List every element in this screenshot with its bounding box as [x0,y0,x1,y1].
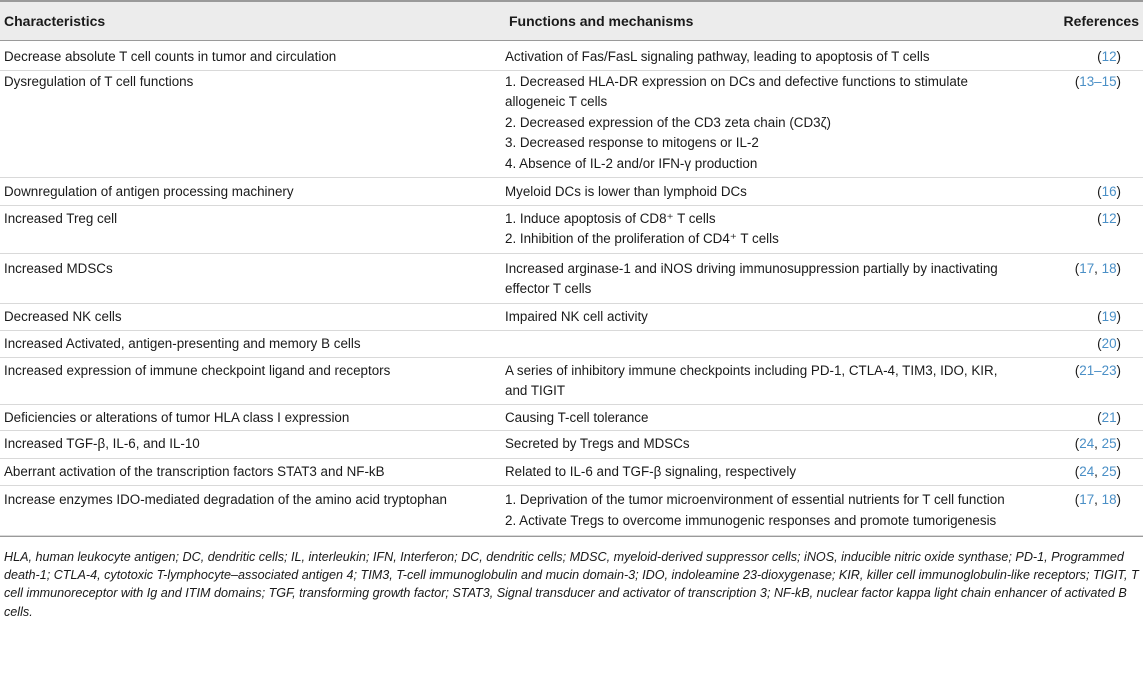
function-item: Myeloid DCs is lower than lymphoid DCs [505,184,747,199]
cell-references: (13–15) [1074,73,1121,89]
function-item: 4. Absence of IL-2 and/or IFN-γ production [505,155,758,171]
cell-characteristic: Increased Treg cell [4,210,118,226]
reference-link[interactable]: 16 [1101,184,1117,199]
cell-references: (21–23) [1074,362,1121,378]
function-item: Causing T-cell tolerance [505,409,649,425]
cell-functions [505,434,1023,455]
cell-functions [505,408,1023,429]
function-item: A series of inhibitory immune checkpoints including PD-1, CTLA-4, TIM3, IDO, KIR, and TIGIT [505,362,998,398]
reference-link[interactable]: 17 [1079,260,1095,276]
reference-link[interactable]: 19 [1101,308,1117,324]
cell-references: (24, 25) [1074,436,1121,451]
function-item: 3. Decreased response to mitogens or IL-2 [505,135,759,150]
cell-characteristic: Increased Activated, antigen-presenting and memory B cells [4,336,361,351]
function-item: Activation of Fas/FasL signaling pathway, leading to apoptosis of T cells [505,49,930,64]
cell-functions [505,490,1023,531]
reference-link[interactable]: 17 [1079,492,1095,507]
function-item: 2. Decreased expression of the CD3 zeta chain (CD3ζ) [505,114,831,130]
reference-link[interactable]: 24 [1079,463,1095,479]
reference-separator: , [1094,492,1102,507]
table-row [0,431,1143,459]
cell-functions [505,361,1023,402]
cell-characteristic: Increased TGF-β, IL-6, and IL-10 [4,436,200,451]
function-item: Impaired NK cell activity [505,308,648,324]
function-item: Increased arginase-1 and iNOS driving immunosuppression partially by inactivating effector T cells [505,260,998,296]
cell-characteristic: Increased MDSCs [4,260,113,276]
cell-functions [505,47,1023,68]
function-item: 1. Deprivation of the tumor microenvironment of essential nutrients for T cell function [505,492,1005,507]
table-header [0,2,1143,40]
table-footnote: HLA, human leukocyte antigen; DC, dendritic cells; IL, interleukin; IFN, Interferon; DC, dendritic cells; MDSC, myeloid-derived suppressor cells; iNOS, inducible nitric oxide synthase; PD-1, Programmed death-1; CTLA-4, cytotoxic T-lymphocyte–associated antigen 4; TIM3, T-cell immunoglobulin and mucin domain-3; IDO, indoleamine 23-dioxygenase; KIR, killer cell immunoglobulin-like receptors; TIGIT, T cell immunoreceptor with Ig and ITIM domains; TGF, transforming growth factor; STAT3, Signal transducer and activator of transcription 3; NF-kB, nuclear factor kappa light chain enhancer of activated B cells. [4,550,1139,619]
cell-references: (24, 25) [1074,463,1121,479]
table-row [0,254,1143,304]
cell-characteristic: Decreased NK cells [4,308,122,324]
table-row [0,358,1143,405]
table-row [0,41,1143,71]
cell-functions [505,462,1023,483]
function-item: 1. Decreased HLA-DR expression on DCs and defective functions to stimulate allogeneic T cells [505,73,968,109]
cell-characteristic: Downregulation of antigen processing machinery [4,184,294,199]
cell-characteristic: Increased expression of immune checkpoint ligand and receptors [4,362,391,378]
cell-functions [505,72,1023,175]
table-row [0,331,1143,358]
cell-characteristic: Aberrant activation of the transcription factors STAT3 and NF-kB [4,463,385,479]
reference-separator: , [1094,463,1102,479]
reference-link[interactable]: 12 [1101,210,1117,226]
function-item: Secreted by Tregs and MDSCs [505,436,690,451]
reference-link[interactable]: 20 [1101,336,1117,351]
reference-link[interactable]: 18 [1101,492,1117,507]
reference-link[interactable]: 12 [1101,49,1117,64]
cell-references: (17, 18) [1074,260,1121,276]
cell-references: (16) [1097,184,1121,199]
table-row [0,459,1143,487]
header-references: References [1063,13,1139,29]
table-row [0,71,1143,179]
reference-link[interactable]: 13–15 [1079,73,1117,89]
header-characteristics: Characteristics [4,13,106,29]
reference-link[interactable]: 21–23 [1079,362,1117,378]
cell-characteristic: Decrease absolute T cell counts in tumor and circulation [4,49,337,64]
function-item: Related to IL-6 and TGF-β signaling, respectively [505,463,797,479]
reference-link[interactable]: 18 [1101,260,1117,276]
cell-functions [505,334,1023,355]
reference-link[interactable]: 24 [1079,436,1095,451]
reference-link[interactable]: 25 [1101,463,1117,479]
reference-link[interactable]: 25 [1101,436,1117,451]
header-functions: Functions and mechanisms [509,13,694,29]
cell-references: (12) [1097,49,1121,64]
cell-characteristic: Dysregulation of T cell functions [4,73,194,89]
table-row [0,304,1143,332]
table-row [0,206,1143,254]
cell-characteristic: Increase enzymes IDO-mediated degradation of the amino acid tryptophan [4,492,447,507]
cell-references: (21) [1097,409,1121,425]
cell-references: (17, 18) [1074,492,1121,507]
cell-references: (12) [1097,210,1121,226]
cell-functions [505,259,1023,300]
function-item: 2. Activate Tregs to overcome immunogenic responses and promote tumorigenesis [505,512,997,528]
function-item: 1. Induce apoptosis of CD8⁺ T cells [505,210,716,226]
function-item: 2. Inhibition of the proliferation of CD4⁺ T cells [505,231,779,246]
table-body [0,41,1143,536]
reference-separator: , [1094,436,1102,451]
table-row [0,178,1143,206]
cell-functions [505,209,1023,250]
reference-link[interactable]: 21 [1101,409,1117,425]
table-row [0,405,1143,432]
cell-functions [505,182,1023,203]
cell-characteristic: Deficiencies or alterations of tumor HLA class I expression [4,409,350,425]
cell-references: (20) [1097,336,1121,351]
table-row [0,486,1143,536]
cell-functions [505,307,1023,328]
cell-references: (19) [1097,308,1121,324]
reference-separator: , [1094,260,1102,276]
